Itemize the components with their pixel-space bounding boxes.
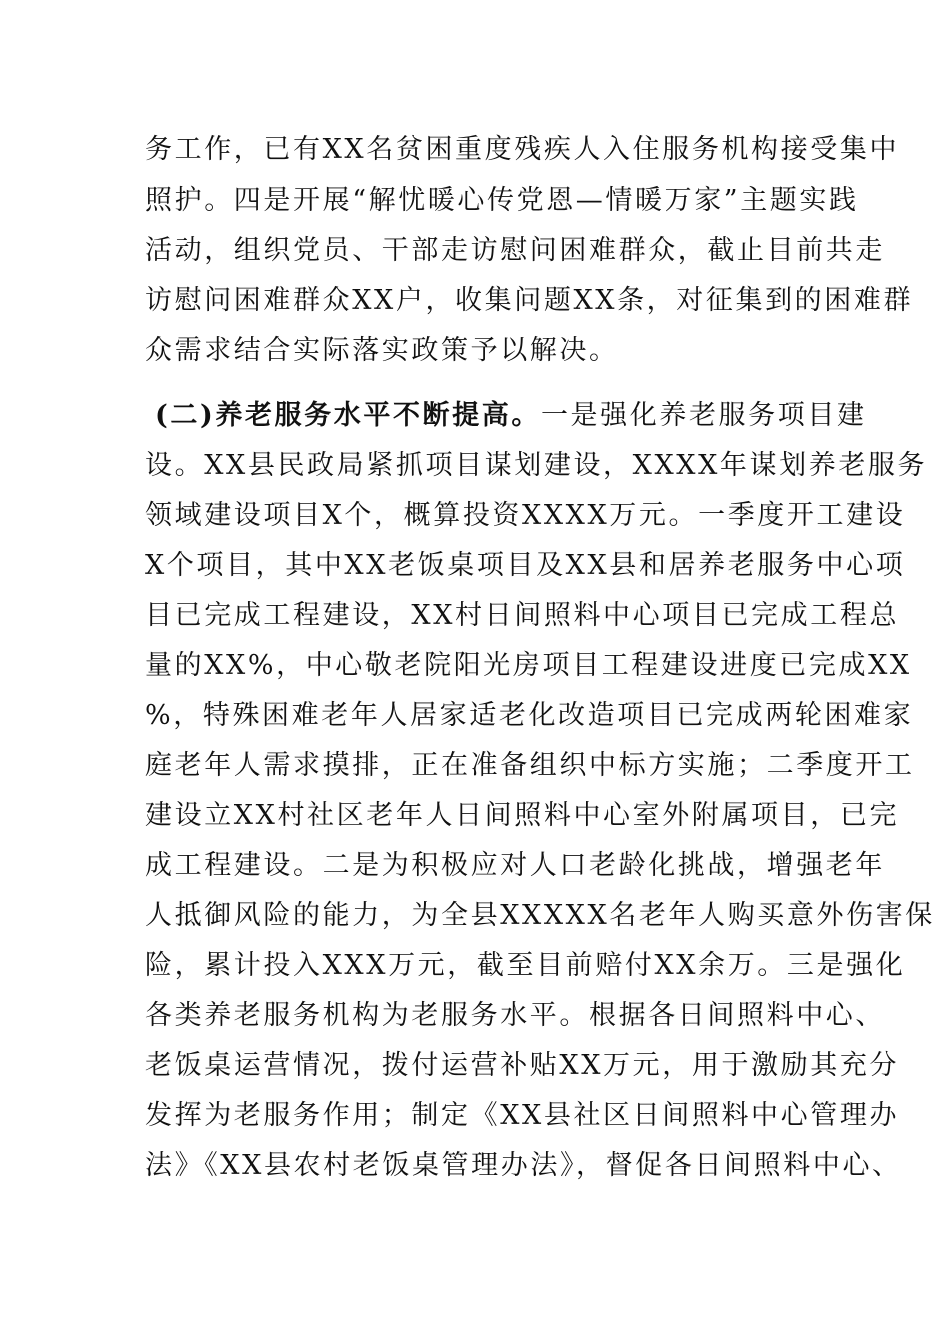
body-text-line: 务工作，已有XX名贫困重度残疾人入住服务机构接受集中 xyxy=(145,134,900,165)
body-text-line: %，特殊困难老年人居家适老化改造项目已完成两轮困难家 xyxy=(145,700,914,731)
body-text-line: 量的XX%，中心敬老院阳光房项目工程建设进度已完成XX xyxy=(145,650,912,681)
body-text-line: 目已完成工程建设，XX村日间照料中心项目已完成工程总 xyxy=(145,600,900,631)
body-text-line: 老饭桌运营情况，拨付运营补贴XX万元，用于激励其充分 xyxy=(145,1050,900,1081)
body-text-line: 领域建设项目X个，概算投资XXXX万元。一季度开工建设 xyxy=(145,500,906,531)
section-heading-line xyxy=(155,390,867,442)
body-text-line: 建设立XX村社区老年人日间照料中心室外附属项目，已完 xyxy=(145,800,900,831)
body-text-line: 众需求结合实际落实政策予以解决。 xyxy=(145,335,619,366)
body-text-line: 发挥为老服务作用；制定《XX县社区日间照料中心管理办 xyxy=(145,1100,900,1131)
body-text-line: 庭老年人需求摸排，正在准备组织中标方实施；二季度开工 xyxy=(145,750,915,781)
body-text-line: X个项目，其中XX老饭桌项目及XX县和居养老服务中心项 xyxy=(145,550,906,581)
body-text-line: 活动，组织党员、干部走访慰问困难群众，截止目前共走 xyxy=(145,235,885,266)
body-text-line: 访慰问困难群众XX户，收集问题XX条，对征集到的困难群 xyxy=(145,285,914,316)
body-text-line: 照护。四是开展“解忧暖心传党恩—情暖万家”主题实践 xyxy=(145,185,859,216)
section-heading: (二)养老服务水平不断提高。 xyxy=(155,400,541,431)
body-text-line: 人抵御风险的能力，为全县XXXXX名老年人购买意外伤害保 xyxy=(145,900,935,931)
body-text-line: 各类养老服务机构为老服务水平。根据各日间照料中心、 xyxy=(145,1000,885,1031)
body-text-line: 成工程建设。二是为积极应对人口老龄化挑战，增强老年 xyxy=(145,850,885,881)
body-text-line: 法》《XX县农村老饭桌管理办法》，督促各日间照料中心、 xyxy=(145,1150,902,1181)
body-text-line: 设。XX县民政局紧抓项目谋划建设，XXXX年谋划养老服务 xyxy=(145,450,928,481)
body-text-inline: 一是强化养老服务项目建 xyxy=(540,400,867,431)
body-text-line: 险，累计投入XXX万元，截至目前赔付XX余万。三是强化 xyxy=(145,950,906,981)
